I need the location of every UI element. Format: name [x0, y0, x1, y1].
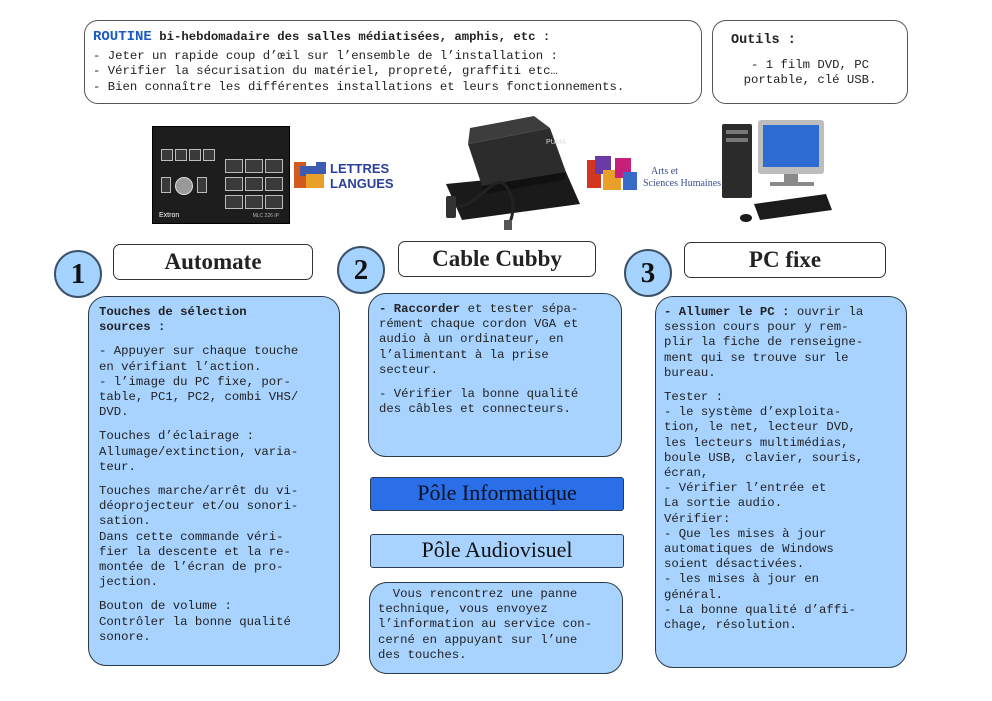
panel-button [245, 195, 263, 209]
pc-fixe-panel [655, 296, 907, 668]
step-number: 3 [624, 249, 672, 297]
automate-panel-image [152, 126, 290, 224]
cable-cubby-image [434, 114, 582, 232]
automate-heading: Touches de sélection [99, 305, 247, 319]
automate-line: jection. [99, 575, 159, 590]
panel-button [225, 159, 243, 173]
pc-line: Vérifier: [664, 511, 731, 526]
pc-line: soient désactivées. [664, 557, 805, 572]
pole-audiovisuel-button[interactable]: Pôle Audiovisuel [370, 534, 624, 568]
pc-line: bureau. [664, 365, 716, 380]
pc-line [664, 305, 898, 320]
arts-sciences-logo [585, 152, 733, 196]
cubby-line: des câbles et connecteurs. [379, 402, 571, 417]
routine-title-rest: bi-hebdomadaire des salles médiatisées, amphis, etc : [151, 30, 551, 44]
automate-line: table, PC1, PC2, combi VHS/ [99, 390, 299, 405]
automate-brand: Extron [159, 212, 180, 219]
cubby-line: secteur. [379, 362, 439, 377]
pc-line: - Que les mises à jour [664, 526, 827, 541]
pc-bold: - Allumer le PC : [664, 305, 790, 319]
pc-line: - Vérifier l’entrée et [664, 481, 827, 496]
lettres-line1: LETTRES [330, 161, 390, 176]
panne-line: l’information au service con- [378, 617, 593, 632]
automate-line: sonore. [99, 629, 151, 644]
lettres-line2: LANGUES [330, 176, 394, 191]
cubby-brand: PUMA [546, 139, 567, 146]
tools-title: Outils : [731, 33, 796, 48]
panel-button [265, 159, 283, 173]
routine-line: - Bien connaître les différentes installations et leurs fonctionnements. [93, 79, 625, 94]
routine-title [93, 30, 693, 45]
panel-button [203, 149, 215, 161]
automate-line: - Appuyer sur chaque touche [99, 344, 299, 359]
pc-line: session cours pour y rem- [664, 320, 849, 335]
cable-cubby-panel [368, 293, 622, 457]
step-heading-cable-cubby: Cable Cubby [398, 241, 596, 277]
pc-line: général. [664, 587, 724, 602]
pc-line: tion, le net, lecteur DVD, [664, 420, 856, 435]
pc-line: automatiques de Windows [664, 542, 834, 557]
automate-line: montée de l’écran de pro- [99, 560, 284, 575]
pc-line: Tester : [664, 390, 724, 405]
step-heading-pc-fixe: PC fixe [684, 242, 886, 278]
tools-box [712, 20, 908, 104]
panel-button [197, 177, 207, 193]
cubby-line: rément chaque cordon VGA et [379, 317, 579, 332]
panel-button [245, 159, 263, 173]
routine-line: - Jeter un rapide coup d’œil sur l’ensemble de l’installation : [93, 49, 558, 64]
automate-panel [88, 296, 340, 666]
arts-line1: Arts et [651, 166, 678, 177]
automate-line: teur. [99, 459, 136, 474]
automate-line: Bouton de volume : [99, 599, 232, 614]
pc-line: - les mises à jour en [664, 572, 819, 587]
pc-line: ment qui se trouve sur le [664, 350, 849, 365]
pc-line: boule USB, clavier, souris, [664, 450, 864, 465]
step-number: 1 [54, 250, 102, 298]
automate-line: Touches marche/arrêt du vi- [99, 484, 299, 499]
automate-line: sation. [99, 514, 151, 529]
pc-line-rest: ouvrir la [789, 305, 864, 319]
cubby-line: audio à un ordinateur, en [379, 332, 564, 347]
automate-line: Contrôler la bonne qualité [99, 614, 291, 629]
automate-heading: sources : [99, 320, 166, 335]
arts-line2: Sciences Humaines [643, 178, 722, 189]
automate-line: Touches d’éclairage : [99, 429, 254, 444]
panel-button [225, 195, 243, 209]
automate-line: déoprojecteur et/ou sonori- [99, 499, 299, 514]
automate-line: DVD. [99, 405, 129, 420]
panel-button [189, 149, 201, 161]
pc-line: plir la fiche de renseigne- [664, 335, 864, 350]
panel-button [161, 177, 171, 193]
step-heading-automate: Automate [113, 244, 313, 280]
automate-line: - l’image du PC fixe, por- [99, 374, 291, 389]
automate-model: MLC 226 IP [252, 213, 279, 219]
automate-line: Allumage/extinction, varia- [99, 444, 299, 459]
automate-line: Dans cette commande véri- [99, 529, 284, 544]
pole-informatique-button[interactable]: Pôle Informatique [370, 477, 624, 511]
panne-line: technique, vous envoyez [378, 602, 548, 617]
panel-button [265, 177, 283, 191]
desktop-pc-image [718, 116, 836, 232]
step-number: 2 [337, 246, 385, 294]
panel-button [225, 177, 243, 191]
pc-line: - La bonne qualité d’affi- [664, 602, 856, 617]
panne-line: cerné en appuyant sur l’une [378, 632, 578, 647]
volume-knob-icon [175, 177, 193, 195]
cubby-line: - Vérifier la bonne qualité [379, 387, 579, 402]
panne-info-panel [369, 582, 623, 674]
panne-line: des touches. [378, 647, 467, 662]
pc-line: La sortie audio. [664, 496, 783, 511]
panel-button [245, 177, 263, 191]
automate-line: fier la descente et la re- [99, 544, 291, 559]
automate-line: en vérifiant l’action. [99, 359, 262, 374]
routine-line: - Vérifier la sécurisation du matériel, propreté, graffiti etc… [93, 64, 558, 79]
tools-text-line: portable, clé USB. [743, 73, 877, 88]
cubby-line [379, 302, 613, 317]
pc-line: - le système d’exploita- [664, 405, 842, 420]
cubby-bold: - Raccorder [379, 302, 461, 316]
pc-line: les lecteurs multimédias, [664, 435, 849, 450]
pc-line: écran, [664, 466, 709, 481]
lettres-langues-logo [292, 158, 420, 192]
panel-button [175, 149, 187, 161]
routine-title-accent: ROUTINE [93, 29, 152, 45]
panel-button [161, 149, 173, 161]
routine-box [84, 20, 702, 104]
tools-text-line: - 1 film DVD, PC [750, 58, 870, 73]
cubby-line-rest: et tester sépa- [460, 302, 579, 316]
pc-line: chage, résolution. [664, 618, 797, 633]
panel-button [265, 195, 283, 209]
panne-line: Vous rencontrez une panne [378, 587, 578, 601]
cubby-line: l’alimentant à la prise [379, 347, 549, 362]
